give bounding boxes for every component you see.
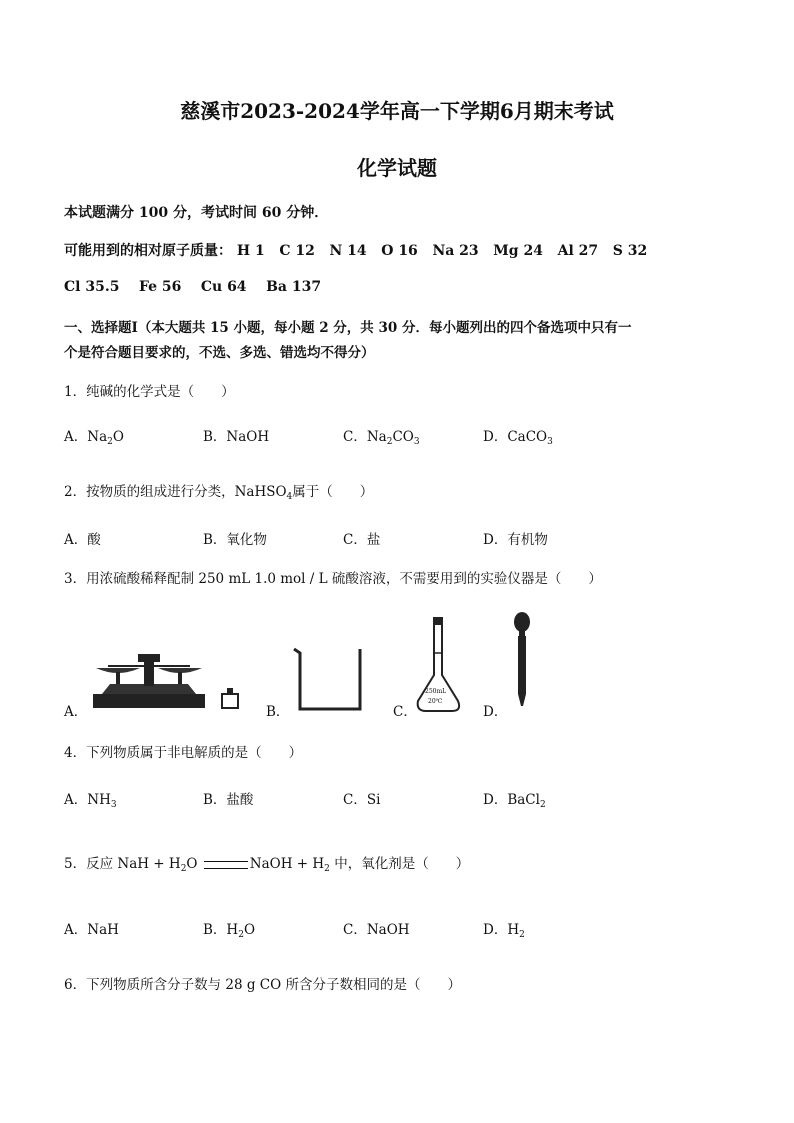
q2-option-b: B．氧化物	[203, 532, 267, 548]
atomic-mass-line-1	[64, 240, 647, 260]
flask-temperature-label: 20℃	[428, 698, 443, 705]
atomic-mass-fe: Fe 56	[138, 279, 182, 295]
q1-option-a: A．$Na_2O$	[64, 429, 124, 447]
atomic-mass-cl: Cl 35.5	[64, 279, 120, 295]
atomic-mass-o: O 16	[381, 243, 418, 259]
q1-option-d: D．CaCO$_3$	[483, 429, 553, 447]
q3-option-a-label: A．	[64, 704, 88, 720]
atomic-mass-label: 可能用到的相对原子质量：	[64, 243, 232, 259]
q3-option-b-label: B．	[266, 704, 290, 720]
atomic-mass-n: N 14	[329, 243, 367, 259]
atomic-mass-mg: Mg 24	[493, 243, 543, 259]
atomic-mass-ba: Ba 137	[266, 279, 322, 295]
atomic-mass-line-2	[64, 279, 321, 295]
q1-option-c: C．$Na_2CO_3$	[343, 429, 420, 447]
question-5-stem: 5．反应 NaH + $H_2O$ NaOH + $H_2$ 中，氧化剂是（ ）	[64, 856, 470, 874]
balance-scale-image	[88, 650, 246, 712]
question-1-stem: 1．纯碱的化学式是（ ）	[64, 384, 235, 400]
atomic-mass-al: Al 27	[557, 243, 599, 259]
question-4-stem: 4．下列物质属于非电解质的是（ ）	[64, 745, 303, 761]
q2-option-c: C．盐	[343, 532, 381, 548]
section-heading-line-2: 个是符合题目要求的，不选、多选、错选均不得分）	[64, 345, 375, 361]
q4-option-b: B．盐酸	[203, 792, 254, 808]
flask-volume-label: 250mL	[425, 688, 447, 695]
score-time-info: 本试题满分 100 分，考试时间 60 分钟．	[64, 205, 329, 221]
atomic-mass-c: C 12	[279, 243, 315, 259]
q4-option-c: C．Si	[343, 792, 381, 808]
q3-option-c-label: C．	[393, 704, 417, 720]
q3-option-d-label: D．	[483, 704, 508, 720]
q5-option-b: B．$H_2O$	[203, 922, 256, 940]
exam-title: 慈溪市2023-2024学年高一下学期6月期末考试	[180, 99, 614, 123]
question-2-stem: 2．按物质的组成进行分类，NaHSO$_4$属于（ ）	[64, 484, 374, 502]
atomic-mass-s: S 32	[612, 243, 648, 259]
q1-option-b: B．NaOH	[203, 429, 270, 445]
q4-option-d: D．BaCl$_2$	[483, 792, 546, 810]
q5-option-c: C．NaOH	[343, 922, 410, 938]
atomic-mass-na: Na 23	[432, 243, 479, 259]
section-heading-line-1: 一、选择题Ⅰ（本大题共 15 小题，每小题 2 分，共 30 分．每小题列出的四个备选项中只有一	[64, 320, 632, 336]
equals-sign	[204, 861, 248, 869]
q4-option-a: A．$NH_3$	[64, 792, 117, 810]
exam-subtitle: 化学试题	[357, 156, 437, 180]
beaker-image	[290, 645, 370, 715]
dropper-image	[510, 610, 534, 710]
q5-option-d: D．$H_2$	[483, 922, 525, 940]
q5-option-a: A．NaH	[64, 922, 119, 938]
question-3-stem: 3．用浓硫酸稀释配制 250 mL 1.0 mol / L 硫酸溶液，不需要用到的实验仪器是（ ）	[64, 571, 602, 587]
question-6-stem: 6．下列物质所含分子数与 28 g CO 所含分子数相同的是（ ）	[64, 977, 461, 993]
q2-option-d: D．有机物	[483, 532, 548, 548]
q2-option-a: A．酸	[64, 532, 101, 548]
atomic-mass-cu: Cu 64	[200, 279, 247, 295]
atomic-mass-h: H 1	[236, 243, 265, 259]
